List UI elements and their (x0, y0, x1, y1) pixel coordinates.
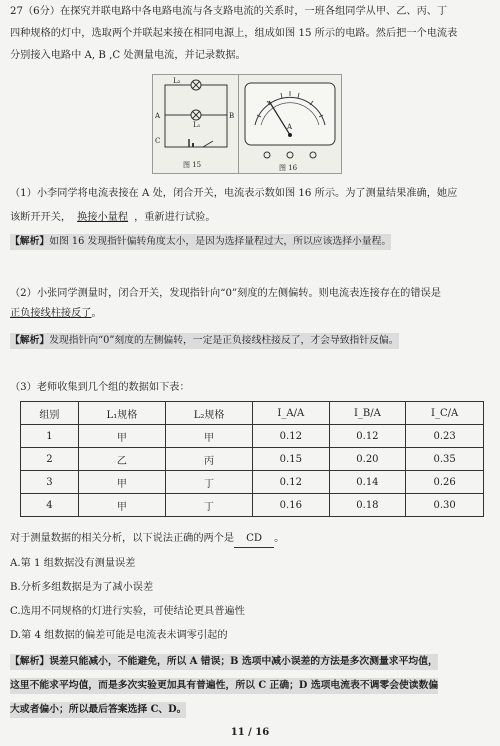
label-a: A (155, 112, 161, 120)
table-cell: 0.16 (253, 494, 329, 517)
part2-question-line-1: （2）小张同学测量时，闭合开关，发现指针向“0”刻度的左侧偏转。则电流表连接存在的错误是 (10, 288, 441, 299)
table-row (21, 471, 484, 494)
label-c: C (155, 137, 161, 145)
table-cell: 甲 (78, 425, 165, 448)
figure-15-label: 图 15 (183, 161, 202, 169)
table-header: I_C/A (406, 402, 484, 425)
table-row (21, 425, 484, 448)
table-cell: 0.18 (329, 494, 406, 517)
page-number: 11 / 16 (230, 727, 270, 738)
table-header-row (21, 402, 484, 425)
table-row (21, 494, 484, 517)
data-table (20, 401, 484, 517)
part1-answer: 换接小量程 (77, 212, 129, 223)
table-cell: 0.12 (329, 425, 406, 448)
table-header: L₁规格 (78, 402, 165, 425)
table-header: L₂规格 (165, 402, 252, 425)
table-cell: 甲 (78, 471, 165, 494)
table-cell: 0.15 (253, 448, 329, 471)
table-header: 组别 (21, 402, 79, 425)
ammeter-unit: A (287, 123, 293, 131)
table-cell: 2 (21, 448, 79, 471)
table-header: I_B/A (329, 402, 406, 425)
table-cell: 0.14 (329, 471, 406, 494)
table-cell: 0.26 (406, 471, 484, 494)
table-cell: 0.20 (329, 448, 406, 471)
label-l2: L₂ (173, 77, 181, 85)
table-cell: 0.12 (253, 471, 329, 494)
part3-analysis-line-2: 这里不能求平均值，而是多次实验更加具有普遍性，所以 C 正确；D 选项电流表不调零会使读数偏 (10, 678, 438, 694)
table-cell: 1 (21, 425, 79, 448)
table-cell: 丁 (165, 494, 252, 517)
option-c: C.选用不同规格的灯进行实验，可使结论更具普遍性 (10, 606, 245, 617)
table-cell: 0.30 (406, 494, 484, 517)
label-l1: L₁ (193, 121, 201, 129)
part2-answer: 正负接线柱接反了 (10, 308, 92, 319)
part3-analysis-line-3: 大或者偏小；所以最后答案选择 C、D。 (10, 702, 186, 718)
analysis-tag: 【解析】 (10, 656, 50, 667)
part3-answer: CD (234, 531, 274, 548)
part1-question-line-1: （1）小李同学将电流表接在 A 处，闭合开关，电流表示数如图 16 所示。为了测量结果准确，她应 (10, 188, 458, 199)
table-cell: 丙 (165, 448, 252, 471)
option-b: B.分析多组数据是为了减小误差 (10, 582, 154, 593)
table-cell: 0.35 (406, 448, 484, 471)
figure-16-label: 图 16 (279, 164, 298, 172)
part2-question-line-2: 正负接线柱接反了。 (10, 308, 102, 319)
question-line-3: 分别接入电路中 A, B ,C 处测量电流，并记录数据。 (10, 50, 246, 61)
figure-15-circuit (152, 74, 240, 174)
analysis-tag: 【解析】 (10, 236, 50, 247)
table-row (21, 448, 484, 471)
ammeter-diagram (239, 75, 341, 173)
part1-question-line-2: 该断开开关， 换接小量程 ，重新进行试验。 (10, 212, 216, 223)
table-cell: 4 (21, 494, 79, 517)
table-header: I_A/A (253, 402, 329, 425)
part1-analysis: 【解析】如图 16 发现指针偏转角度太小，是因为选择量程过大，所以应该选择小量程。 (10, 234, 391, 250)
part3-analysis-line-1: 【解析】误差只能减小，不能避免，所以 A 错误；B 选项中减小误差的方法是多次测量求平均值， (10, 654, 438, 670)
question-line-2: 四种规格的灯中，选取两个并联起来接在相同电源上，组成如图 15 所示的电路。然后把一个电流表 (10, 28, 458, 39)
table-cell: 丁 (165, 471, 252, 494)
table-cell: 甲 (78, 494, 165, 517)
circuit-diagram (153, 75, 239, 173)
analysis-tag: 【解析】 (10, 335, 50, 346)
part3-intro: （3）老师收集到几个组的数据如下表： (10, 382, 190, 393)
table-cell: 0.23 (406, 425, 484, 448)
label-b: B (229, 112, 235, 120)
option-d: D.第 4 组数据的偏差可能是电流表未调零引起的 (10, 630, 228, 641)
question-line-1: 27（6分）在探究并联电路中各电路电流与各支路电流的关系时，一班各组同学从甲、乙、丙、丁 (10, 6, 448, 17)
part3-question: 对于测量数据的相关分析，以下说法正确的两个是 CD 。 (10, 531, 284, 548)
table-cell: 0.12 (253, 425, 329, 448)
option-a: A.第 1 组数据没有测量误差 (10, 558, 136, 569)
part2-analysis: 【解析】发现指针向“0”刻度的左侧偏转，一定是正负接线柱接反了，才会导致指针反偏。 (10, 333, 399, 349)
table-cell: 甲 (165, 425, 252, 448)
table-cell: 乙 (78, 448, 165, 471)
table-cell: 3 (21, 471, 79, 494)
figure-16-ammeter (238, 74, 342, 174)
